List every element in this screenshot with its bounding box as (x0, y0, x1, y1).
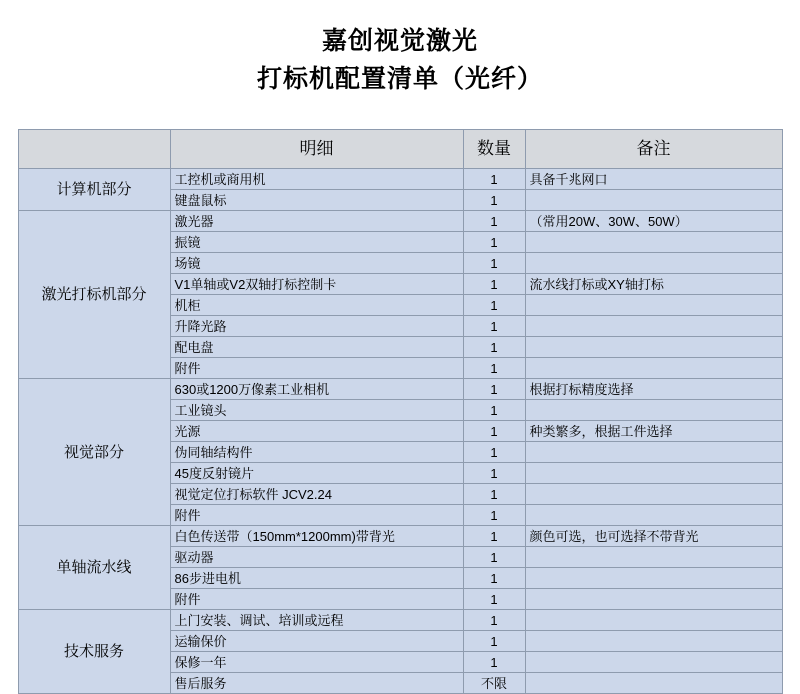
row-quantity: 1 (463, 463, 525, 484)
row-item: 驱动器 (170, 547, 463, 568)
row-note: 具备千兆网口 (525, 169, 782, 190)
row-note (525, 463, 782, 484)
row-category: 计算机部分 (18, 169, 170, 211)
row-item: 光源 (170, 421, 463, 442)
header-quantity: 数量 (463, 130, 525, 169)
row-note: （常用20W、30W、50W） (525, 211, 782, 232)
header-category (18, 130, 170, 169)
row-note: 根据打标精度选择 (525, 379, 782, 400)
table-row (18, 211, 782, 232)
row-note (525, 190, 782, 211)
row-note (525, 547, 782, 568)
row-item: 振镜 (170, 232, 463, 253)
table-row (18, 526, 782, 547)
row-note (525, 673, 782, 694)
row-item: 保修一年 (170, 652, 463, 673)
row-quantity: 1 (463, 337, 525, 358)
header-note: 备注 (525, 130, 782, 169)
row-item: 86步进电机 (170, 568, 463, 589)
row-note (525, 337, 782, 358)
row-quantity: 1 (463, 442, 525, 463)
row-item: 场镜 (170, 253, 463, 274)
row-category: 单轴流水线 (18, 526, 170, 610)
row-item: 上门安装、调试、培训或远程 (170, 610, 463, 631)
row-note (525, 610, 782, 631)
row-item: 附件 (170, 358, 463, 379)
row-note (525, 484, 782, 505)
row-note (525, 442, 782, 463)
row-item: 视觉定位打标软件 JCV2.24 (170, 484, 463, 505)
page-title-line-2: 打标机配置清单（光纤） (256, 65, 543, 93)
page-title-line-1: 嘉创视觉激光 (321, 27, 478, 55)
row-quantity: 1 (463, 190, 525, 211)
row-quantity: 1 (463, 295, 525, 316)
header-item: 明细 (170, 130, 463, 169)
row-item: 工业镜头 (170, 400, 463, 421)
row-quantity: 1 (463, 421, 525, 442)
row-note: 种类繁多，根据工件选择 (525, 421, 782, 442)
row-item: 升降光路 (170, 316, 463, 337)
row-quantity: 1 (463, 316, 525, 337)
row-quantity: 1 (463, 652, 525, 673)
table-header-row (18, 130, 782, 169)
row-quantity: 1 (463, 505, 525, 526)
row-category: 技术服务 (18, 610, 170, 694)
row-quantity: 1 (463, 589, 525, 610)
row-item: 白色传送带（150mm*1200mm)带背光 (170, 526, 463, 547)
row-note (525, 589, 782, 610)
table-row (18, 610, 782, 631)
table-body (18, 169, 782, 694)
row-item: 附件 (170, 505, 463, 526)
row-quantity: 1 (463, 610, 525, 631)
row-item: 售后服务 (170, 673, 463, 694)
row-quantity: 1 (463, 169, 525, 190)
row-quantity: 1 (463, 484, 525, 505)
page-title (0, 0, 800, 98)
row-item: 伪同轴结构件 (170, 442, 463, 463)
configuration-table (18, 129, 783, 694)
table-row (18, 169, 782, 190)
row-note (525, 253, 782, 274)
row-note (525, 652, 782, 673)
row-quantity: 1 (463, 400, 525, 421)
table-row (18, 379, 782, 400)
row-quantity: 不限 (463, 673, 525, 694)
row-note (525, 400, 782, 421)
row-note: 流水线打标或XY轴打标 (525, 274, 782, 295)
row-item: V1单轴或V2双轴打标控制卡 (170, 274, 463, 295)
row-item: 工控机或商用机 (170, 169, 463, 190)
row-note (525, 295, 782, 316)
row-quantity: 1 (463, 358, 525, 379)
row-quantity: 1 (463, 547, 525, 568)
row-item: 键盘鼠标 (170, 190, 463, 211)
row-item: 激光器 (170, 211, 463, 232)
row-note (525, 358, 782, 379)
row-quantity: 1 (463, 631, 525, 652)
row-category: 视觉部分 (18, 379, 170, 526)
row-quantity: 1 (463, 253, 525, 274)
row-note (525, 232, 782, 253)
row-category: 激光打标机部分 (18, 211, 170, 379)
row-item: 630或1200万像素工业相机 (170, 379, 463, 400)
row-note (525, 316, 782, 337)
row-note (525, 631, 782, 652)
table-header (18, 130, 782, 169)
row-item: 45度反射镜片 (170, 463, 463, 484)
row-quantity: 1 (463, 379, 525, 400)
row-item: 机柜 (170, 295, 463, 316)
row-note (525, 505, 782, 526)
row-quantity: 1 (463, 232, 525, 253)
row-note: 颜色可选，也可选择不带背光 (525, 526, 782, 547)
row-note (525, 568, 782, 589)
row-quantity: 1 (463, 568, 525, 589)
row-quantity: 1 (463, 211, 525, 232)
row-quantity: 1 (463, 274, 525, 295)
row-item: 配电盘 (170, 337, 463, 358)
row-quantity: 1 (463, 526, 525, 547)
row-item: 附件 (170, 589, 463, 610)
row-item: 运输保价 (170, 631, 463, 652)
